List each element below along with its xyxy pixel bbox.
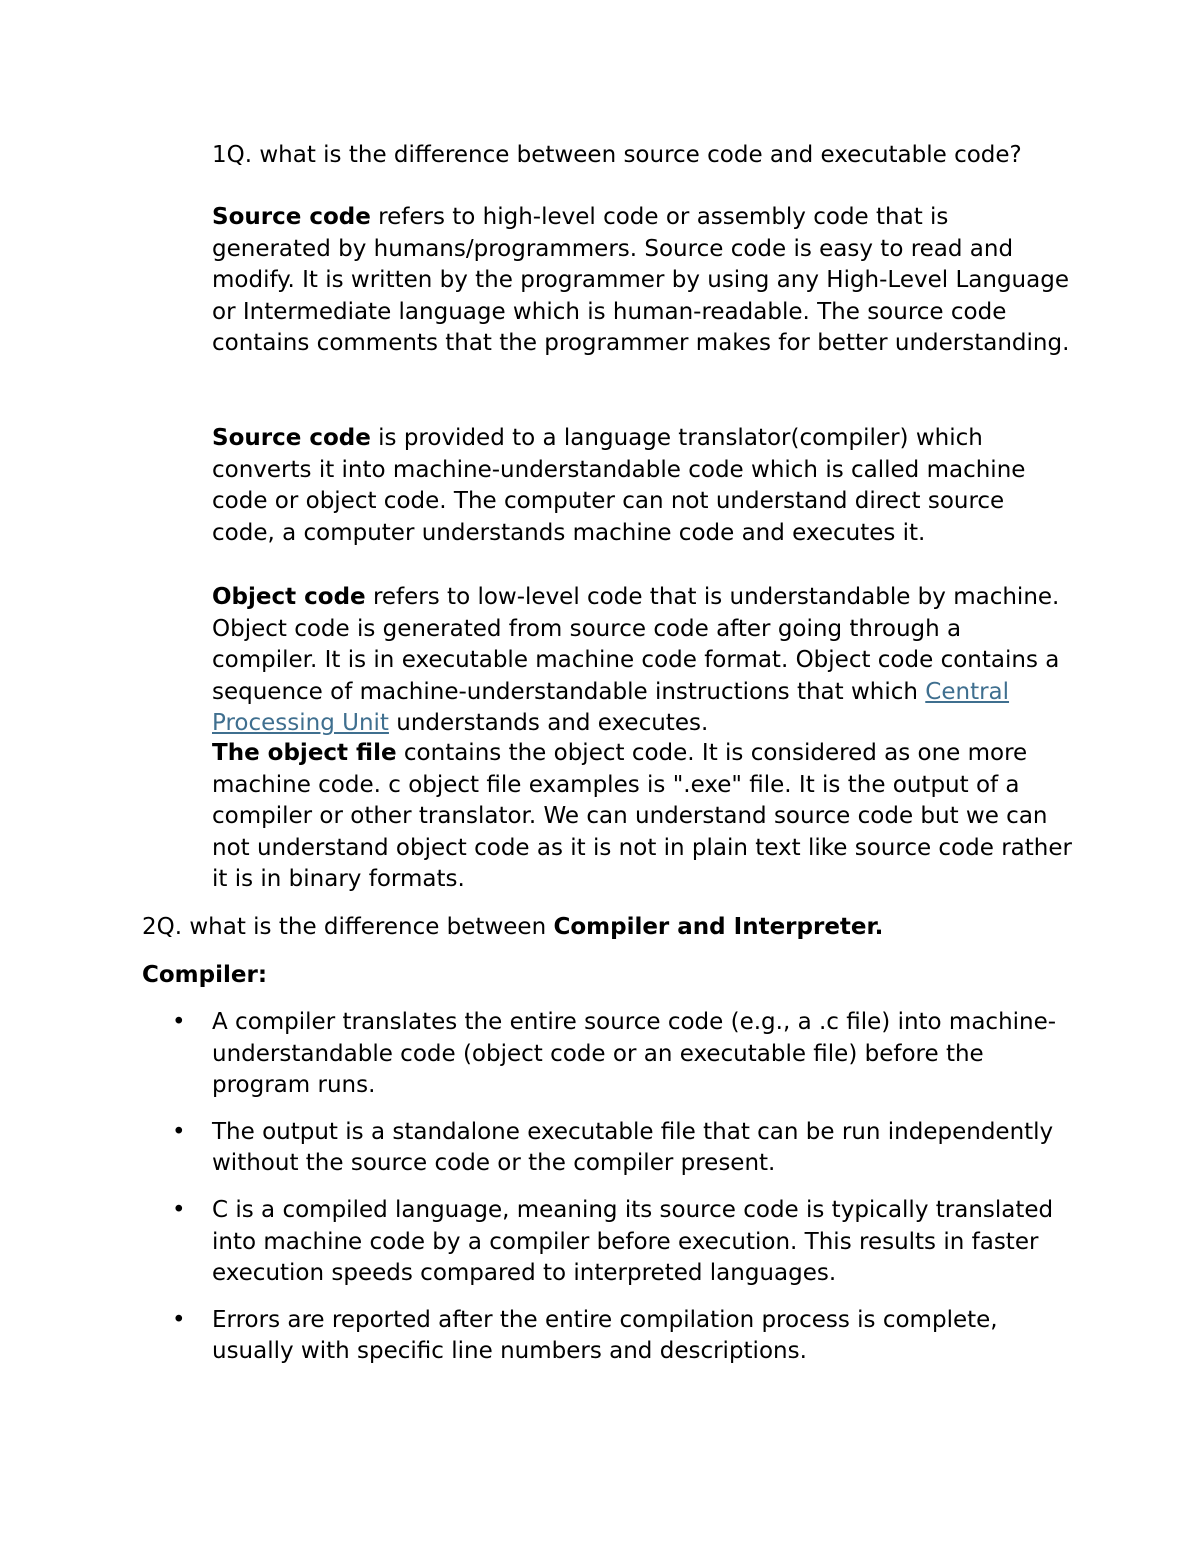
paragraph-source-code-definition — [212, 202, 1072, 360]
term-source-code: Source code — [212, 204, 371, 230]
bullet-icon: • — [172, 1196, 186, 1223]
cpu-link[interactable]: Central Processing Unit — [212, 678, 1010, 737]
question-1-text: 1Q. what is the difference between source code and executable code? — [212, 142, 1022, 168]
bullet-icon: • — [172, 1306, 186, 1333]
term-object-file: The object file — [212, 740, 397, 766]
list-item — [142, 1195, 1072, 1290]
compiler-heading — [142, 960, 1072, 992]
list-item-text: Errors are reported after the entire compilation process is complete, usually with specific line numbers and descriptions. — [212, 1306, 998, 1365]
paragraph-text: refers to high-level code or assembly code that is generated by humans/programmers. Source code is easy to read and modify. It is written by the programmer by using any High-Level Language or Intermediate language which is human-readable. The source code contains comments that the programmer makes for better understanding. — [212, 204, 1070, 357]
question-2-prefix: 2Q. what is the difference between — [142, 914, 554, 940]
list-item — [142, 1305, 1072, 1368]
term-source-code: Source code — [212, 425, 371, 451]
question-2-bold: Compiler and Interpreter. — [553, 914, 884, 940]
list-item-text: A compiler translates the entire source code (e.g., a .c file) into machine-understandable code (object code or an executable file) before the program runs. — [212, 1009, 1057, 1099]
list-item — [142, 1117, 1072, 1180]
paragraph-object-file — [212, 738, 1072, 896]
bullet-icon: • — [172, 1118, 186, 1145]
list-item-text: C is a compiled language, meaning its source code is typically translated into machine code by a compiler before execution. This results in faster execution speeds compared to interpreted languages. — [212, 1196, 1054, 1287]
compiler-heading-text: Compiler: — [142, 962, 268, 988]
compiler-bullet-list — [142, 1007, 1072, 1383]
paragraph-text: contains the object code. It is considered as one more machine code. c object file examples is ".exe" file. It is the output of a compiler or other translator. We can understand source code but we can not understand object code as it is not in plain text like source code rather it is in binary formats. — [212, 740, 1072, 893]
list-item-text: The output is a standalone executable file that can be run independently without the source code or the compiler present. — [212, 1118, 1054, 1177]
paragraph-text: understands and executes. — [388, 710, 709, 737]
paragraph-source-code-translation — [212, 423, 1072, 549]
paragraph-object-code — [212, 582, 1072, 740]
term-object-code: Object code — [212, 584, 366, 610]
paragraph-text: is provided to a language translator(compiler) which converts it into machine-understandable code which is called machine code or object code. The computer can not understand direct source code, a computer understands machine code and executes it. — [212, 425, 1026, 546]
question-2 — [142, 912, 1072, 944]
question-1 — [212, 140, 1072, 172]
list-item — [142, 1007, 1072, 1102]
bullet-icon: • — [172, 1009, 186, 1035]
paragraph-text: refers to low-level code that is understandable by machine. Object code is generated from source code after going through a compiler. It is in executable machine code format. Object code contains a sequence of machine-understandable instructions that which — [212, 584, 1060, 705]
